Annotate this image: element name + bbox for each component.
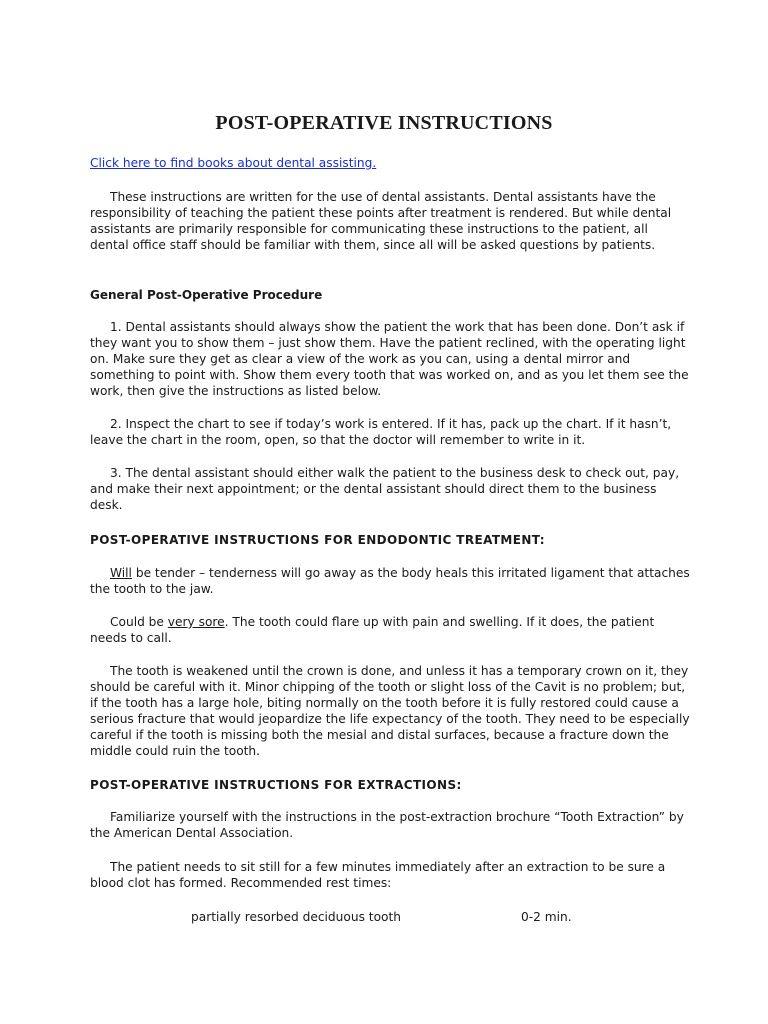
general-item-2-text: 2. Inspect the chart to see if today’s work is entered. If it has, pack up the chart. If it hasn’t, leave the chart in the room, open, so that the doctor will remember to write in it. [90, 417, 672, 447]
dental-books-link[interactable]: Click here to find books about dental assisting. [90, 156, 377, 170]
general-item-1 [90, 320, 690, 400]
endo-will-emphasis: Will [110, 566, 132, 580]
general-procedure-heading: General Post-Operative Procedure [90, 288, 323, 302]
endo-paragraph-2 [90, 615, 690, 647]
general-item-3 [90, 466, 690, 514]
endo-paragraph-1 [90, 566, 690, 598]
general-item-3-text: 3. The dental assistant should either walk the patient to the business desk to check out, pay, and make their next appointment; or the dental assistant should direct them to the business desk. [90, 466, 680, 512]
rest-time-value: 0-2 min. [521, 910, 572, 924]
extractions-paragraph-2 [90, 860, 690, 892]
endo-paragraph-1-text: be tender – tenderness will go away as the body heals this irritated ligament that attaches the tooth to the jaw. [90, 566, 690, 596]
endo-very-sore-emphasis: very sore [167, 615, 225, 629]
intro-text: These instructions are written for the use of dental assistants. Dental assistants have the responsibility of teaching the patient these points after treatment is rendered. But while dental assistants are primarily responsible for communicating these instructions to the patient, all dental office staff should be familiar with them, since all will be asked questions by patients. [90, 190, 672, 252]
extractions-paragraph-1 [90, 810, 690, 842]
endo-paragraph-2-lead: Could be [110, 615, 168, 629]
extractions-paragraph-1-text: Familiarize yourself with the instructions in the post-extraction brochure “Tooth Extraction” by the American Dental Association. [90, 810, 684, 840]
rest-time-condition: partially resorbed deciduous tooth [191, 910, 401, 924]
intro-paragraph [90, 190, 690, 254]
extractions-heading: POST-OPERATIVE INSTRUCTIONS FOR EXTRACTIONS: [90, 778, 462, 792]
page-title: POST-OPERATIVE INSTRUCTIONS [215, 112, 553, 134]
endo-paragraph-2-text: . The tooth could flare up with pain and swelling. If it does, the patient needs to call. [90, 615, 655, 645]
endo-paragraph-3 [90, 664, 690, 759]
general-item-2 [90, 417, 690, 449]
endodontic-heading: POST-OPERATIVE INSTRUCTIONS FOR ENDODONTIC TREATMENT: [90, 533, 545, 547]
endo-paragraph-3-text: The tooth is weakened until the crown is done, and unless it has a temporary crown on it, they should be careful with it. Minor chipping of the tooth or slight loss of the Cavit is no problem; but, if the tooth has a large hole, biting normally on the tooth before it is fully restored could cause a serious fracture that would jeopardize the life expectancy of the tooth. They need to be especially careful if the tooth is missing both the mesial and distal surfaces, because a fracture down the middle could ruin the tooth. [90, 664, 690, 758]
general-item-1-text: 1. Dental assistants should always show the patient the work that has been done. Don’t ask if they want you to show them – just show them. Have the patient reclined, with the operating light on. Make sure they get as clear a view of the work as you can, using a dental mirror and something to point with. Show them every tooth that was worked on, and as you let them see the work, then give the instructions as listed below. [90, 320, 689, 398]
extractions-paragraph-2-text: The patient needs to sit still for a few minutes immediately after an extraction to be sure a blood clot has formed. Recommended rest times: [90, 860, 666, 890]
